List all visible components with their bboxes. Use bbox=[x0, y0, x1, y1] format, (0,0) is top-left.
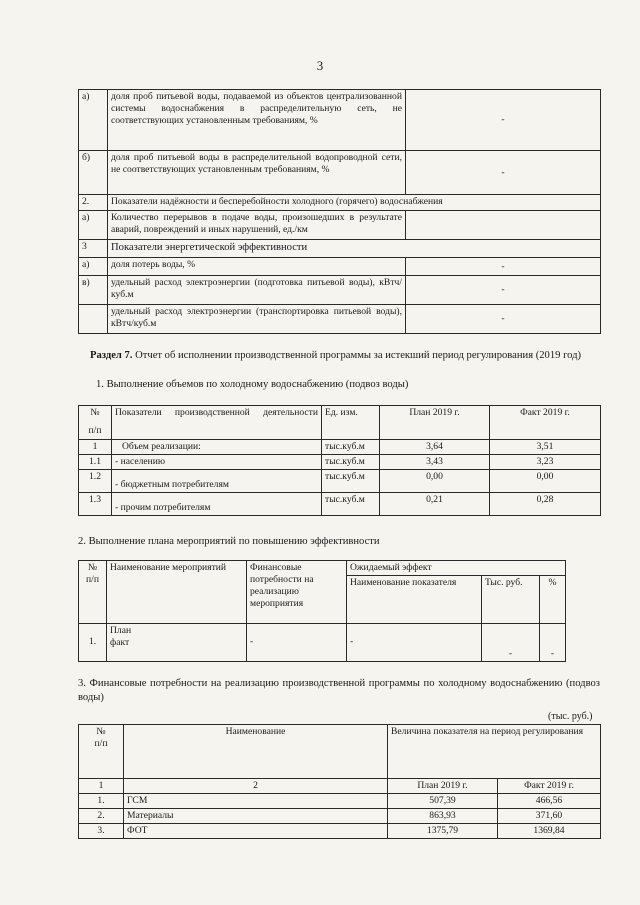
table-row bbox=[79, 258, 601, 276]
section-heading: Показатели энергетической эффективности bbox=[108, 240, 601, 258]
row-number: 2. bbox=[79, 195, 108, 211]
financial-table bbox=[78, 724, 601, 839]
plan-fact-cell: План факт bbox=[107, 623, 247, 661]
indicator-name: Количество перерывов в подаче воды, произошедших в результате аварий, повреждений и иных нарушений, ед./км bbox=[108, 211, 406, 240]
col-header-value: Величина показателя на период регулирования bbox=[388, 725, 601, 779]
indicator-name: доля потерь воды, % bbox=[108, 258, 406, 276]
row-number: а) bbox=[79, 90, 108, 151]
col-header-number: № п/п bbox=[79, 406, 112, 440]
unit-note: (тыс. руб.) bbox=[548, 711, 593, 722]
col-header-number: № п/п bbox=[79, 725, 124, 779]
col-header-number: № п/п bbox=[79, 561, 107, 624]
col-header-name: Наименование bbox=[124, 725, 388, 779]
section-heading: Показатели надёжности и бесперебойности холодного (горячего) водоснабжения bbox=[108, 195, 601, 211]
row-number: а) bbox=[79, 211, 108, 240]
indicator-name: доля проб питьевой воды, подаваемой из объектов централизованной системы водоснабжения в распределительную сеть, не соответствующих установленным требованиям, % bbox=[108, 90, 406, 151]
col-header-measure: Наименование мероприятий bbox=[107, 561, 247, 624]
volumes-table bbox=[78, 405, 601, 516]
col-header-rub: Тыс. руб. bbox=[482, 575, 540, 623]
col-header-unit: Ед. изм. bbox=[322, 406, 380, 440]
table-header-row bbox=[79, 406, 601, 440]
measures-subheading: 2. Выполнение плана мероприятий по повышению эффективности bbox=[78, 536, 380, 547]
section-7-heading bbox=[90, 349, 600, 363]
row-number: 3 bbox=[79, 240, 108, 258]
indicator-value: - bbox=[406, 151, 601, 195]
table-row: 2. Материалы 863,93 371,60 bbox=[79, 808, 601, 823]
col-header-plan: План 2019 г. bbox=[388, 779, 498, 794]
col-header-fact: Факт 2019 г. bbox=[498, 779, 601, 794]
indicator-value: - bbox=[406, 305, 601, 334]
table-header-row bbox=[79, 725, 601, 779]
table-row bbox=[79, 240, 601, 258]
section-7-title: Отчет об исполнении производственной программы за истекший период регулирования (2019 год) bbox=[135, 350, 582, 361]
col-header-indicator: Показатели производственной деятельности bbox=[112, 406, 322, 440]
indicator-name: удельный расход электроэнергии (транспортировка питьевой воды), кВтч/куб.м bbox=[108, 305, 406, 334]
table-row: 3. ФОТ 1375,79 1369,84 bbox=[79, 823, 601, 838]
table-row bbox=[79, 151, 601, 195]
table-row bbox=[79, 305, 601, 334]
table-header-row: 1 2 План 2019 г. Факт 2019 г. bbox=[79, 779, 601, 794]
table-row: 1 Объем реализации: тыс.куб.м 3,64 3,51 bbox=[79, 440, 601, 455]
table-row: 1.2 - бюджетным потребителям тыс.куб.м 0,00 0,00 bbox=[79, 469, 601, 492]
table-row bbox=[79, 90, 601, 151]
col-header-financial: Финансовые потребности на реализацию мероприятия bbox=[247, 561, 347, 624]
measures-table bbox=[78, 560, 566, 662]
volumes-subheading: 1. Выполнение объемов по холодному водоснабжению (подвоз воды) bbox=[96, 379, 409, 390]
table-row bbox=[79, 276, 601, 305]
table-row bbox=[79, 211, 601, 240]
col-header-effect: Ожидаемый эффект bbox=[347, 561, 566, 576]
row-number: а) bbox=[79, 258, 108, 276]
table-row: 1. ГСМ 507,39 466,56 bbox=[79, 793, 601, 808]
table-row: 1.1 - населению тыс.куб.м 3,43 3,23 bbox=[79, 454, 601, 469]
indicators-table bbox=[78, 89, 601, 334]
indicator-name: удельный расход электроэнергии (подготовка питьевой воды), кВтч/куб.м bbox=[108, 276, 406, 305]
table-row: 1. План факт - - - - bbox=[79, 623, 566, 661]
row-number: в) bbox=[79, 276, 108, 305]
col-header-fact: Факт 2019 г. bbox=[490, 406, 601, 440]
indicator-name: доля проб питьевой воды в распределительной водопроводной сети, не соответствующих установленным требованиям, % bbox=[108, 151, 406, 195]
indicator-value: - bbox=[406, 258, 601, 276]
indicator-value: - bbox=[406, 276, 601, 305]
row-number bbox=[79, 305, 108, 334]
table-row bbox=[79, 195, 601, 211]
col-header-percent: % bbox=[540, 575, 566, 623]
col-header-indicator: Наименование показателя bbox=[347, 575, 482, 623]
table-row: 1.3 - прочим потребителям тыс.куб.м 0,21 0,28 bbox=[79, 492, 601, 515]
financial-subheading: 3. Финансовые потребности на реализацию производственной программы по холодному водоснабжению (подвоз воды) bbox=[78, 678, 600, 703]
indicator-value: - bbox=[406, 90, 601, 151]
indicator-value bbox=[406, 211, 601, 240]
row-number: б) bbox=[79, 151, 108, 195]
col-header-plan: План 2019 г. bbox=[380, 406, 490, 440]
page-number: 3 bbox=[316, 58, 324, 73]
section-7-label: Раздел 7. bbox=[90, 350, 133, 361]
table-header-row bbox=[79, 561, 566, 576]
